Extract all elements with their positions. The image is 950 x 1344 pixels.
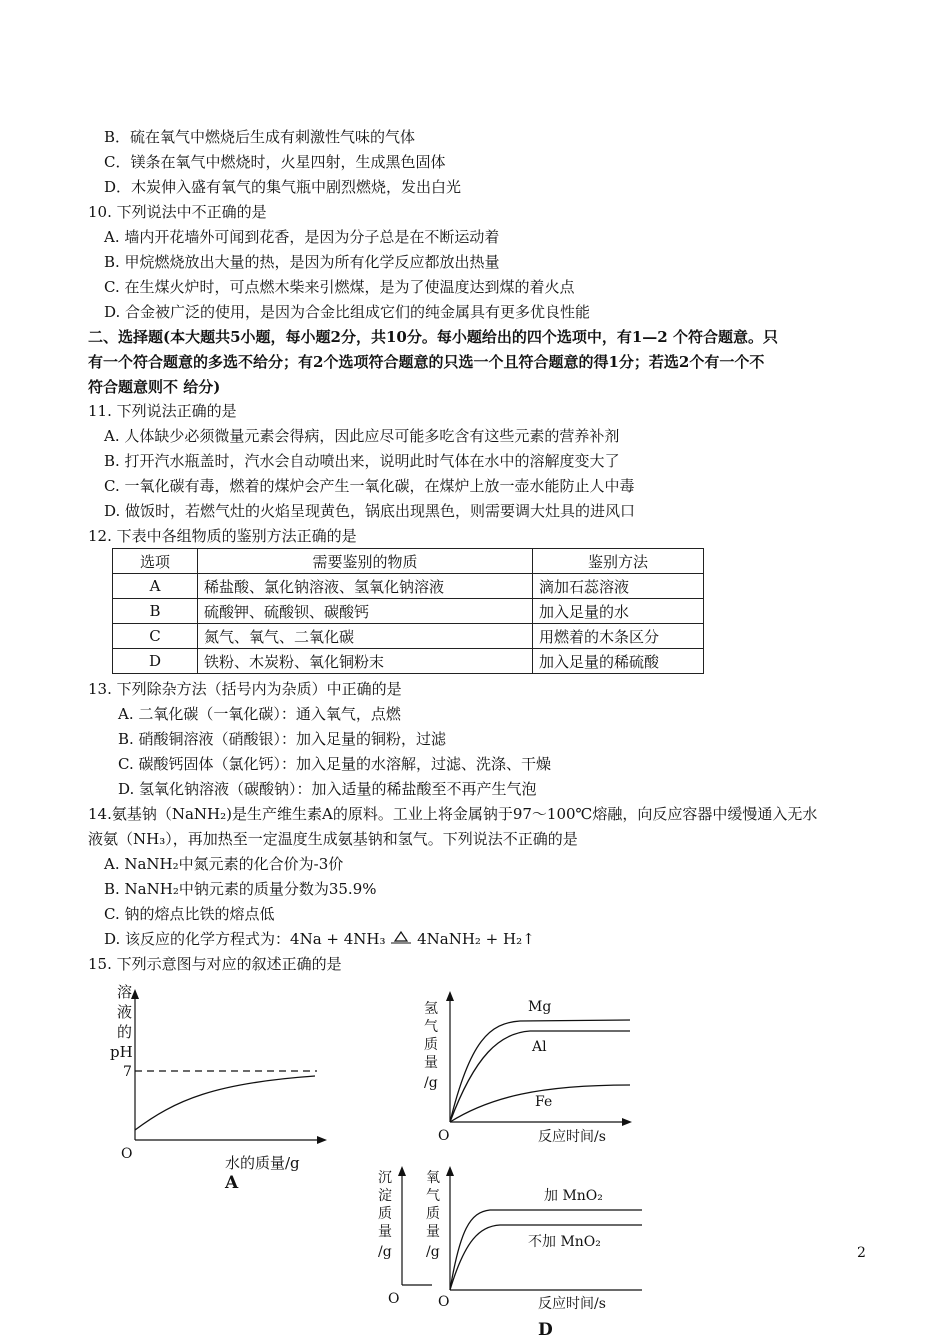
q14-option-b: B. NaNH₂中钠元素的质量分数为35.9% [104, 880, 377, 898]
table-cell: 稀盐酸、氯化钠溶液、氢氧化钠溶液 [198, 574, 533, 599]
heating-triangle-icon [390, 930, 412, 946]
graph-d-label: D [538, 1320, 553, 1340]
table-cell: 铁粉、木炭粉、氧化铜粉末 [198, 649, 533, 674]
graph-b-label-al: Al [532, 1039, 547, 1055]
q12-stem: 12. 下表中各组物质的鉴别方法正确的是 [88, 527, 357, 545]
table-row [113, 649, 704, 674]
graph-a-ylabel: pH [110, 1043, 133, 1061]
graph-c-ylabel: 量 [378, 1224, 392, 1240]
graph-b-ylabel: 氢 [424, 1001, 438, 1017]
table-cell: 滴加石蕊溶液 [533, 574, 704, 599]
graph-a-xlabel: 水的质量/g [225, 1154, 300, 1172]
graph-b-label-fe: Fe [535, 1094, 553, 1110]
table-cell: 用燃着的木条区分 [533, 624, 704, 649]
q14-option-d-prefix: D. 该反应的化学方程式为：4Na + 4NH₃ [104, 930, 386, 948]
q10-option-b: B. 甲烷燃烧放出大量的热，是因为所有化学反应都放出热量 [104, 253, 500, 271]
graph-b-origin: O [438, 1128, 450, 1144]
table-cell: 加入足量的稀硫酸 [533, 649, 704, 674]
graph-d-ylabel: /g [426, 1244, 440, 1260]
q10-stem: 10. 下列说法中不正确的是 [88, 203, 267, 221]
q11-stem: 11. 下列说法正确的是 [88, 402, 237, 420]
graph-b-xlabel: 反应时间/s [538, 1129, 606, 1145]
q9-option-c: C．镁条在氧气中燃烧时，火星四射，生成黑色固体 [104, 153, 446, 171]
graph-b-ylabel: /g [424, 1075, 438, 1091]
section2-heading-line3: 符合题意则不 给分) [88, 378, 221, 396]
table-row [113, 574, 704, 599]
q14-option-d-suffix: 4NaNH₂ + H₂↑ [417, 930, 535, 948]
section2-heading-line2: 有一个符合题意的多选不给分；有2个选项符合题意的只选一个且符合题意的得1分；若选2个有一个不 [88, 353, 765, 371]
table-cell: 加入足量的水 [533, 599, 704, 624]
graph-d-ylabel: 气 [426, 1188, 440, 1204]
q10-option-c: C. 在生煤火炉时，可点燃木柴来引燃煤，是为了使温度达到煤的着火点 [104, 278, 575, 296]
q11-option-b: B. 打开汽水瓶盖时，汽水会自动喷出来，说明此时气体在水中的溶解度变大了 [104, 452, 620, 470]
q13-stem: 13. 下列除杂方法（括号内为杂质）中正确的是 [88, 680, 402, 698]
graph-d-label-without-mno2: 不加 MnO₂ [528, 1234, 601, 1250]
q9-option-d: D．木炭伸入盛有氧气的集气瓶中剧烈燃烧，发出白光 [104, 178, 462, 196]
graph-d-xlabel: 反应时间/s [538, 1296, 606, 1312]
q14-option-a: A. NaNH₂中氮元素的化合价为-3价 [104, 855, 344, 873]
graph-a-ylabel: 液 [117, 1003, 133, 1021]
graph-a-tick-7: 7 [123, 1064, 132, 1080]
table-row [113, 624, 704, 649]
q10-option-a: A. 墙内开花墙外可闻到花香，是因为分子总是在不断运动着 [104, 228, 500, 246]
q11-option-c: C. 一氧化碳有毒，燃着的煤炉会产生一氧化碳，在煤炉上放一壶水能防止人中毒 [104, 477, 635, 495]
graph-a-label: A [225, 1173, 239, 1193]
q15-stem: 15. 下列示意图与对应的叙述正确的是 [88, 955, 342, 973]
graph-d-ylabel: 质 [426, 1206, 440, 1222]
graph-d-label-with-mno2: 加 MnO₂ [544, 1188, 603, 1204]
graph-c-ylabel: /g [378, 1244, 392, 1260]
page-number: 2 [857, 1245, 866, 1261]
graph-b [420, 985, 640, 1145]
q10-option-d: D. 合金被广泛的使用，是因为合金比组成它们的纯金属具有更多优良性能 [104, 303, 591, 321]
table-cell: D [113, 649, 198, 674]
graph-b-ylabel: 质 [424, 1037, 438, 1053]
graph-b-ylabel: 量 [424, 1055, 438, 1071]
table-cell: 氮气、氧气、二氧化碳 [198, 624, 533, 649]
q13-option-d: D. 氢氧化钠溶液（碳酸钠）：加入适量的稀盐酸至不再产生气泡 [118, 780, 537, 798]
q14-option-d [104, 929, 535, 949]
graph-c-ylabel: 沉 [378, 1170, 392, 1186]
q14-stem-line2: 液氨（NH₃），再加热至一定温度生成氨基钠和氢气。下列说法不正确的是 [88, 830, 578, 848]
q13-option-c: C. 碳酸钙固体（氯化钙）：加入足量的水溶解，过滤、洗涤、干燥 [118, 755, 551, 773]
q11-option-d: D. 做饭时，若燃气灶的火焰呈现黄色，锅底出现黑色，则需要调大灶具的进风口 [104, 502, 636, 520]
graph-a-y-arrow [131, 989, 139, 999]
graph-c-ylabel: 淀 [378, 1188, 392, 1204]
table-cell: B [113, 599, 198, 624]
q9-option-b: B．硫在氧气中燃烧后生成有刺激性气味的气体 [104, 128, 416, 146]
table-header: 鉴别方法 [533, 549, 704, 574]
graph-b-y-arrow [446, 991, 454, 1001]
table-row [113, 599, 704, 624]
graph-d [420, 1160, 660, 1344]
q14-stem-line1: 14.氨基钠（NaNH₂)是生产维生素A的原料。工业上将金属钠于97～100℃熔融，向反应容器中缓慢通入无水 [88, 805, 818, 823]
q14-option-c: C. 钠的熔点比铁的熔点低 [104, 905, 275, 923]
graph-d-ylabel: 氧 [426, 1170, 440, 1186]
graph-a-ylabel: 的 [117, 1023, 133, 1041]
table-header-row [113, 549, 704, 574]
graph-d-curve-with-mno2 [450, 1210, 642, 1290]
table-cell: 硫酸钾、硫酸钡、碳酸钙 [198, 599, 533, 624]
table-header: 需要鉴别的物质 [198, 549, 533, 574]
q12-table [112, 548, 704, 674]
q13-option-b: B. 硝酸铜溶液（硝酸银）：加入足量的铜粉，过滤 [118, 730, 447, 748]
graph-b-x-arrow [622, 1118, 632, 1126]
table-header: 选项 [113, 549, 198, 574]
graph-a-curve [135, 1076, 315, 1130]
graph-a-x-arrow [317, 1136, 327, 1144]
graph-b-label-mg: Mg [528, 999, 552, 1015]
graph-d-y-arrow [446, 1166, 454, 1176]
graph-d-origin: O [438, 1294, 450, 1310]
graph-c-ylabel: 质 [378, 1206, 392, 1222]
graph-d-ylabel: 量 [426, 1224, 440, 1240]
graph-b-ylabel: 气 [424, 1019, 438, 1035]
graph-a-ylabel: 溶 [117, 983, 133, 1001]
graph-c-y-arrow [398, 1166, 406, 1176]
graph-a-origin: O [121, 1146, 133, 1162]
section2-heading-line1: 二、选择题(本大题共5小题，每小题2分，共10分。每小题给出的四个选项中，有1—2 个符合题意。只 [88, 328, 778, 346]
table-cell: C [113, 624, 198, 649]
q13-option-a: A. 二氧化碳（一氧化碳）：通入氧气，点燃 [118, 705, 401, 723]
graph-a [95, 975, 345, 1195]
table-cell: A [113, 574, 198, 599]
graph-c-origin: O [388, 1291, 400, 1307]
q11-option-a: A. 人体缺少必须微量元素会得病，因此应尽可能多吃含有这些元素的营养补剂 [104, 427, 620, 445]
